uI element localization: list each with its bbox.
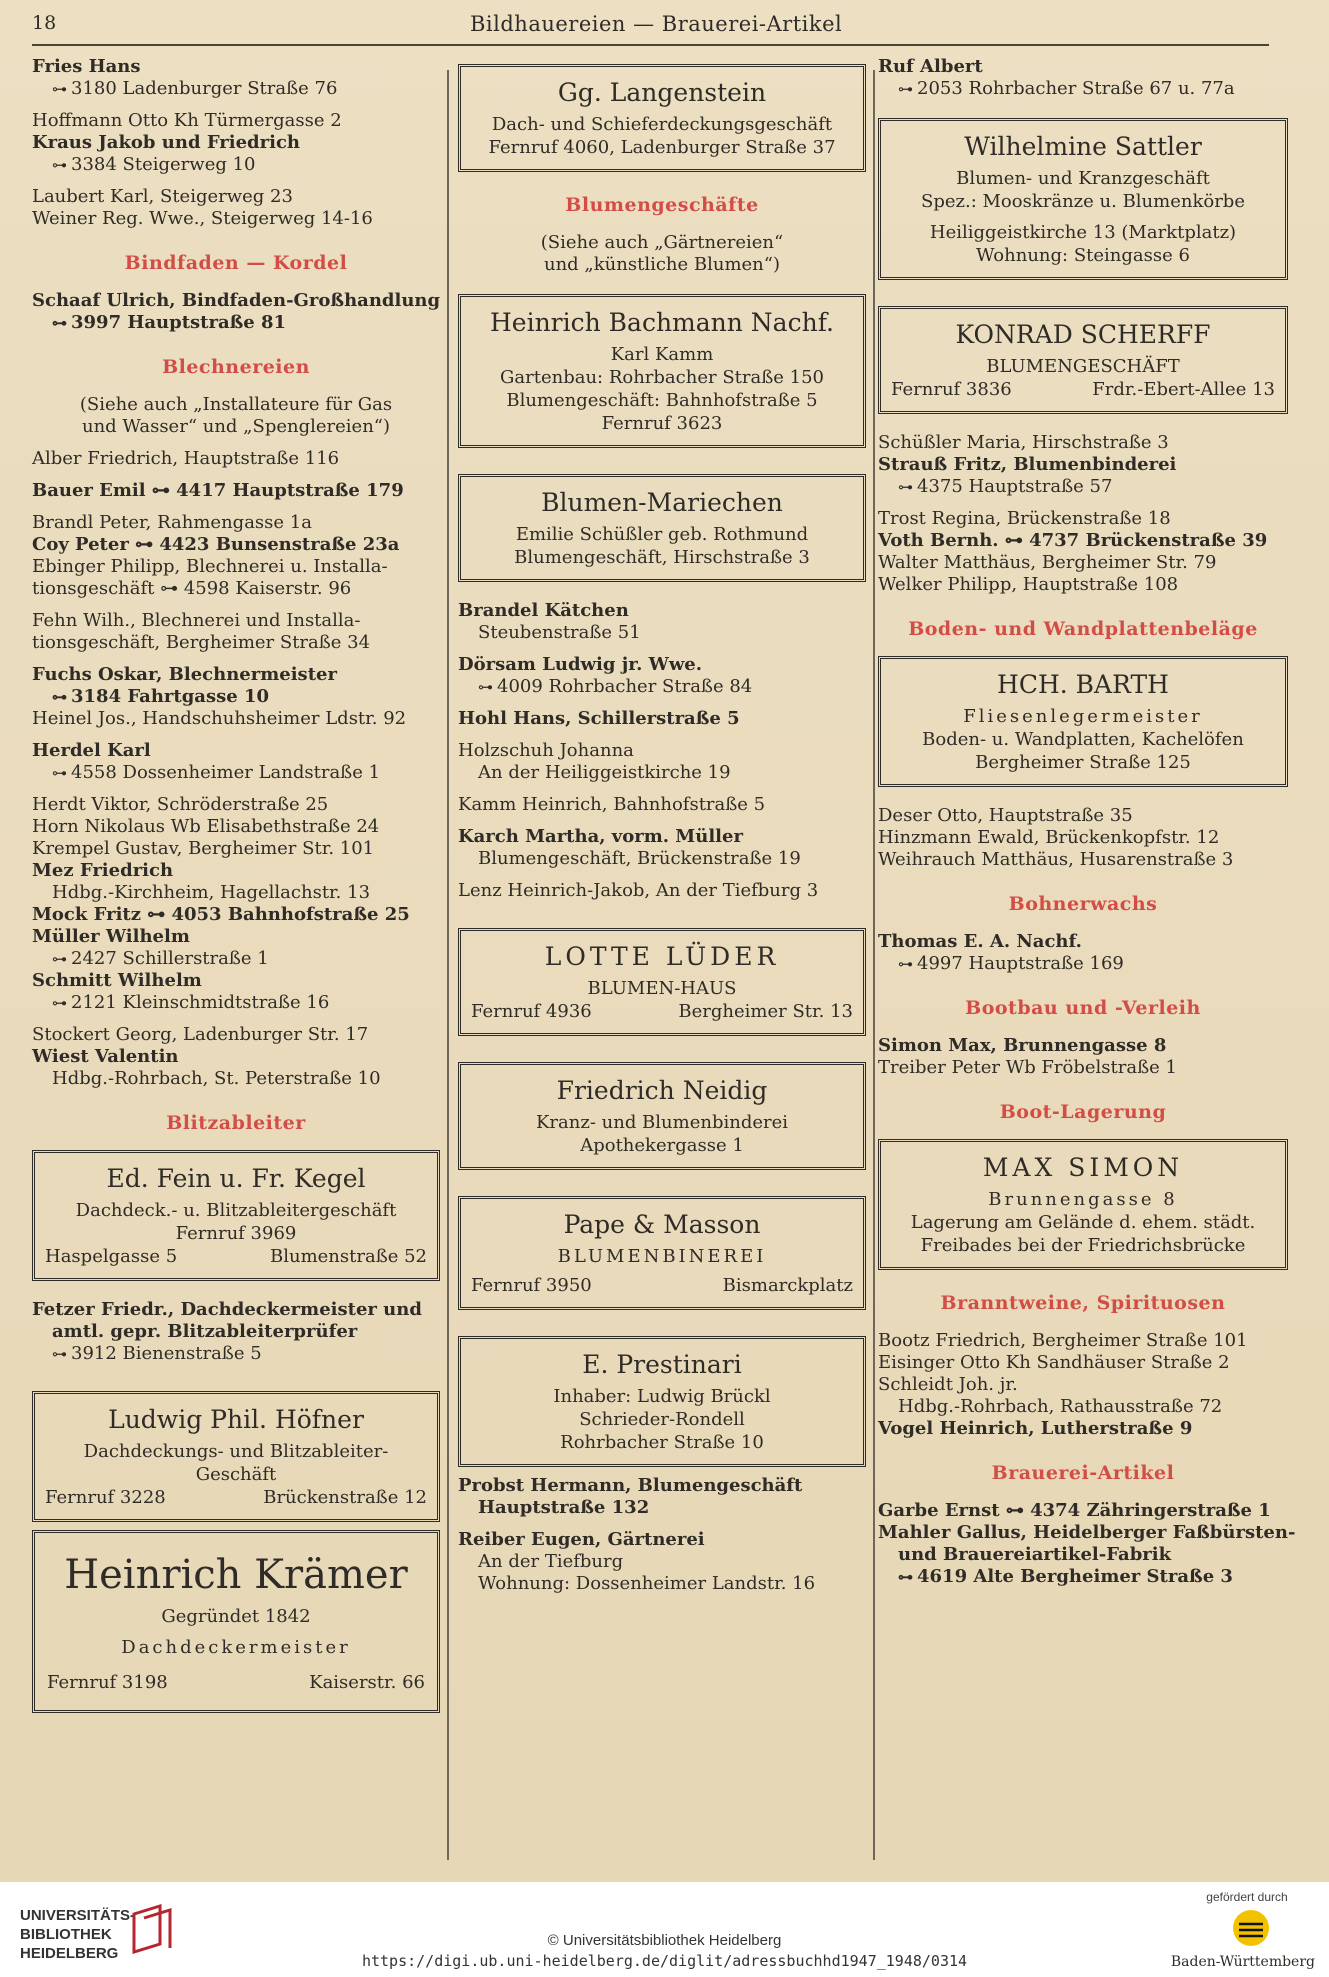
entry: Voth Bernh. ⊶ 4737 Brückenstraße 39	[878, 530, 1268, 551]
telephone-icon: ⊶	[52, 994, 67, 1012]
ad-barth: HCH. BARTH Fliesenlegermeister Boden- u. Wandplatten, Kachelöfen Bergheimer Straße 125	[878, 656, 1288, 787]
telephone-icon: ⊶	[52, 764, 67, 782]
telephone-icon: ⊶	[898, 478, 913, 496]
ad-title: Pape & Masson	[563, 1210, 761, 1239]
ad-scherff: KONRAD SCHERFF BLUMENGESCHÄFT Fernruf 3836 Frdr.-Ebert-Allee 13	[878, 306, 1288, 414]
ad-title: Wilhelmine Sattler	[964, 132, 1202, 161]
column-2	[458, 56, 866, 1595]
entry: Walter Matthäus, Bergheimer Str. 79	[878, 552, 1217, 573]
header-rule	[32, 44, 1269, 46]
entry: Fehn Wilh., Blechnerei und Installa-	[32, 610, 361, 631]
entry: Thomas E. A. Nachf.	[878, 931, 1082, 952]
section-heading: Blumengeschäfte	[565, 194, 759, 216]
entry: Blumengeschäft, Brückenstraße 19	[478, 848, 801, 869]
entry: Schleidt Joh. jr.	[878, 1374, 1018, 1395]
section-heading: Boot-Lagerung	[999, 1101, 1167, 1123]
entry: tionsgeschäft, Bergheimer Straße 34	[32, 632, 371, 653]
section-heading: Bindfaden — Kordel	[124, 252, 348, 274]
entry: Müller Wilhelm	[32, 926, 190, 947]
entry: und Brauereiartikel-Fabrik	[898, 1544, 1172, 1565]
section-heading: Boden- und Wandplattenbeläge	[908, 618, 1258, 640]
state-name: Baden-Württemberg	[1170, 1954, 1315, 1970]
page-title: Bildhauereien — Brauerei-Artikel	[470, 12, 843, 36]
entry: Bootz Friedrich, Bergheimer Straße 101	[878, 1330, 1248, 1351]
telephone-icon: ⊶	[898, 1568, 913, 1586]
entry: Eisinger Otto Kh Sandhäuser Straße 2	[878, 1352, 1230, 1373]
entry: Krempel Gustav, Bergheimer Str. 101	[32, 838, 375, 859]
entry: Herdt Viktor, Schröderstraße 25	[32, 794, 329, 815]
entry: Hauptstraße 132	[478, 1497, 650, 1518]
entry: Fries Hans	[32, 56, 141, 77]
telephone-icon: ⊶	[52, 1345, 67, 1363]
entry: ⊶ 4619 Alte Bergheimer Straße 3	[898, 1566, 1233, 1587]
ad-lueder: LOTTE LÜDER BLUMEN-HAUS Fernruf 4936 Bergheimer Str. 13	[458, 928, 866, 1036]
entry: ⊶ 3384 Steigerweg 10	[52, 154, 256, 175]
section-heading: Blitzableiter	[166, 1112, 306, 1134]
entry: Laubert Karl, Steigerweg 23	[32, 186, 293, 207]
ad-title: Heinrich Bachmann Nachf.	[489, 308, 835, 337]
entry: Wiest Valentin	[32, 1046, 179, 1067]
entry: Horn Nikolaus Wb Elisabethstraße 24	[32, 816, 380, 837]
entry: Hdbg.-Kirchheim, Hagellachstr. 13	[52, 882, 371, 903]
entry: ⊶ 4375 Hauptstraße 57	[898, 476, 1113, 497]
telephone-icon: ⊶	[52, 688, 67, 706]
entry: Heinel Jos., Handschuhsheimer Ldstr. 92	[32, 708, 407, 729]
ad-title: KONRAD SCHERFF	[955, 320, 1211, 349]
entry: Ebinger Philipp, Blechnerei u. Installa-	[32, 556, 388, 577]
entry: Dörsam Ludwig jr. Wwe.	[458, 654, 703, 675]
ad-neidig: Friedrich Neidig Kranz- und Blumenbinderei Apothekergasse 1	[458, 1062, 866, 1170]
section-heading: Bootbau und -Verleih	[965, 997, 1201, 1019]
entry: Schmitt Wilhelm	[32, 970, 202, 991]
entry: Mahler Gallus, Heidelberger Faßbürsten-	[878, 1522, 1296, 1543]
ad-kraemer: Heinrich Krämer Gegründet 1842 Dachdeckermeister Fernruf 3198 Kaiserstr. 66	[32, 1530, 440, 1713]
telephone-icon: ⊶	[52, 80, 67, 98]
entry: Hinzmann Ewald, Brückenkopfstr. 12	[878, 827, 1220, 848]
entry: Mock Fritz ⊶ 4053 Bahnhofstraße 25	[32, 904, 410, 925]
entry: Welker Philipp, Hauptstraße 108	[878, 574, 1179, 595]
entry: An der Tiefburg	[478, 1551, 624, 1572]
telephone-icon: ⊶	[52, 156, 67, 174]
library-name: UNIVERSITÄTS- BIBLIOTHEK HEIDELBERG	[20, 1907, 136, 1962]
ad-langenstein: Gg. Langenstein Dach- und Schieferdeckungsgeschäft Fernruf 4060, Ladenburger Straße 37	[458, 64, 866, 172]
entry: Trost Regina, Brückenstraße 18	[878, 508, 1171, 529]
entry: Simon Max, Brunnengasse 8	[878, 1035, 1167, 1056]
column-divider	[447, 70, 449, 1860]
sponsor-label: gefördert durch	[1206, 1890, 1288, 1904]
entry: amtl. gepr. Blitzableiterprüfer	[52, 1321, 358, 1342]
entry: Hdbg.-Rohrbach, St. Peterstraße 10	[52, 1068, 381, 1089]
ad-title: MAX SIMON	[982, 1153, 1184, 1182]
source-link[interactable]: https://digi.ub.uni-heidelberg.de/diglit/adressbuchhd1947_1948/0314	[361, 1952, 968, 1970]
entry: Bauer Emil ⊶ 4417 Hauptstraße 179	[32, 480, 404, 501]
entry: An der Heiliggeistkirche 19	[478, 762, 731, 783]
ad-title: Gg. Langenstein	[557, 78, 767, 107]
entry: Probst Hermann, Blumengeschäft	[458, 1475, 803, 1496]
column-divider	[873, 70, 875, 1860]
ad-title: Friedrich Neidig	[556, 1076, 768, 1105]
ad-hoefner: Ludwig Phil. Höfner Dachdeckungs- und Blitzableiter- Geschäft Fernruf 3228 Brückenstraße 12	[32, 1391, 440, 1522]
entry: Weihrauch Matthäus, Husarenstraße 3	[878, 849, 1234, 870]
entry: Vogel Heinrich, Lutherstraße 9	[878, 1418, 1193, 1439]
entry: ⊶ 3180 Ladenburger Straße 76	[52, 78, 338, 99]
note: (Siehe auch „Gärtnereien“	[540, 232, 784, 253]
ad-bachmann: Heinrich Bachmann Nachf. Karl Kamm Gartenbau: Rohrbacher Straße 150 Blumengeschäft: Bahnhofstraße 5 Fernruf 3623	[458, 294, 866, 448]
section-heading: Bohnerwachs	[1008, 893, 1158, 915]
ad-title: Blumen-Mariechen	[541, 488, 783, 517]
entry: Fuchs Oskar, Blechnermeister	[32, 664, 337, 685]
entry: Ruf Albert	[878, 56, 983, 77]
entry: Schüßler Maria, Hirschstraße 3	[878, 432, 1169, 453]
column-3	[878, 56, 1296, 1588]
entry: Schaaf Ulrich, Bindfaden-Großhandlung	[32, 290, 441, 311]
entry: ⊶ 3912 Bienenstraße 5	[52, 1343, 262, 1364]
entry: Fetzer Friedr., Dachdeckermeister und	[32, 1299, 422, 1320]
entry: Mez Friedrich	[32, 860, 174, 881]
telephone-icon: ⊶	[478, 678, 493, 696]
entry: Lenz Heinrich-Jakob, An der Tiefburg 3	[458, 880, 819, 901]
entry: Reiber Eugen, Gärtnerei	[458, 1529, 705, 1550]
entry: Hdbg.-Rohrbach, Rathausstraße 72	[898, 1396, 1223, 1417]
entry: Kamm Heinrich, Bahnhofstraße 5	[458, 794, 766, 815]
entry: Hohl Hans, Schillerstraße 5	[458, 708, 740, 729]
ad-title: Ed. Fein u. Fr. Kegel	[106, 1164, 366, 1193]
entry: Treiber Peter Wb Fröbelstraße 1	[878, 1057, 1177, 1078]
section-heading: Brauerei-Artikel	[991, 1462, 1175, 1484]
state-crest-icon	[1231, 1908, 1271, 1948]
note: und „künstliche Blumen“)	[544, 254, 780, 275]
telephone-icon: ⊶	[52, 950, 67, 968]
note: und Wasser“ und „Spenglereien“)	[81, 416, 391, 437]
entry: Brandel Kätchen	[458, 600, 629, 621]
telephone-icon: ⊶	[52, 314, 67, 332]
column-1	[32, 56, 440, 1721]
telephone-icon: ⊶	[898, 955, 913, 973]
entry: Kraus Jakob und Friedrich	[32, 132, 301, 153]
ad-prestinari: E. Prestinari Inhaber: Ludwig Brückl Schrieder-Rondell Rohrbacher Straße 10	[458, 1336, 866, 1467]
entry: Coy Peter ⊶ 4423 Bunsenstraße 23a	[32, 534, 400, 555]
copyright: © Universitätsbibliothek Heidelberg	[547, 1932, 782, 1949]
entry: Stockert Georg, Ladenburger Str. 17	[32, 1024, 369, 1045]
section-heading: Blechnereien	[162, 356, 310, 378]
ad-max-simon: MAX SIMON Brunnengasse 8 Lagerung am Gelände d. ehem. städt. Freibades bei der Friedrichsbrücke	[878, 1139, 1288, 1270]
entry: Deser Otto, Hauptstraße 35	[878, 805, 1133, 826]
entry: ⊶ 2121 Kleinschmidtstraße 16	[52, 992, 330, 1013]
entry: ⊶ 2427 Schillerstraße 1	[52, 948, 269, 969]
telephone-icon: ⊶	[898, 80, 913, 98]
entry: tionsgeschäft ⊶ 4598 Kaiserstr. 96	[32, 578, 352, 599]
entry: Strauß Fritz, Blumenbinderei	[878, 454, 1177, 475]
ad-title: LOTTE LÜDER	[544, 942, 780, 971]
ad-title: E. Prestinari	[582, 1350, 742, 1379]
section-heading: Branntweine, Spirituosen	[940, 1292, 1226, 1314]
entry: ⊶ 4009 Rohrbacher Straße 84	[478, 676, 753, 697]
ad-pape-masson: Pape & Masson BLUMENBINEREI Fernruf 3950 Bismarckplatz	[458, 1196, 866, 1310]
entry: ⊶ 4558 Dossenheimer Landstraße 1	[52, 762, 381, 783]
ad-sattler: Wilhelmine Sattler Blumen- und Kranzgeschäft Spez.: Mooskränze u. Blumenkörbe Heiliggeistkirche 13 (Marktplatz) Wohnung: Steingasse 6	[878, 118, 1288, 280]
entry: Steubenstraße 51	[478, 622, 641, 643]
note: (Siehe auch „Installateure für Gas	[79, 394, 393, 415]
digitization-footer	[0, 1882, 1329, 1977]
entry: Brandl Peter, Rahmengasse 1a	[32, 512, 312, 533]
entry: Alber Friedrich, Hauptstraße 116	[32, 448, 340, 469]
entry: ⊶ 3997 Hauptstraße 81	[52, 312, 287, 333]
ad-title: Heinrich Krämer	[64, 1552, 408, 1598]
ad-title: Ludwig Phil. Höfner	[108, 1405, 364, 1434]
entry: Holzschuh Johanna	[458, 740, 634, 761]
entry: Hoffmann Otto Kh Türmergasse 2	[32, 110, 342, 131]
ad-mariechen: Blumen-Mariechen Emilie Schüßler geb. Rothmund Blumengeschäft, Hirschstraße 3	[458, 474, 866, 582]
page-number: 18	[32, 12, 57, 34]
entry: Herdel Karl	[32, 740, 151, 761]
entry: Karch Martha, vorm. Müller	[458, 826, 743, 847]
ad-fein-kegel: Ed. Fein u. Fr. Kegel Dachdeck.- u. Blitzableitergeschäft Fernruf 3969 Haspelgasse 5 Blumenstraße 52	[32, 1150, 440, 1281]
entry: Weiner Reg. Wwe., Steigerweg 14-16	[32, 208, 373, 229]
entry: Garbe Ernst ⊶ 4374 Zähringerstraße 1	[878, 1500, 1271, 1521]
entry: Wohnung: Dossenheimer Landstr. 16	[478, 1573, 816, 1594]
entry: ⊶ 2053 Rohrbacher Straße 67 u. 77a	[898, 78, 1235, 99]
ad-title: HCH. BARTH	[997, 670, 1169, 699]
entry: ⊶ 4997 Hauptstraße 169	[898, 953, 1124, 974]
entry: ⊶ 3184 Fahrtgasse 10	[52, 686, 269, 707]
